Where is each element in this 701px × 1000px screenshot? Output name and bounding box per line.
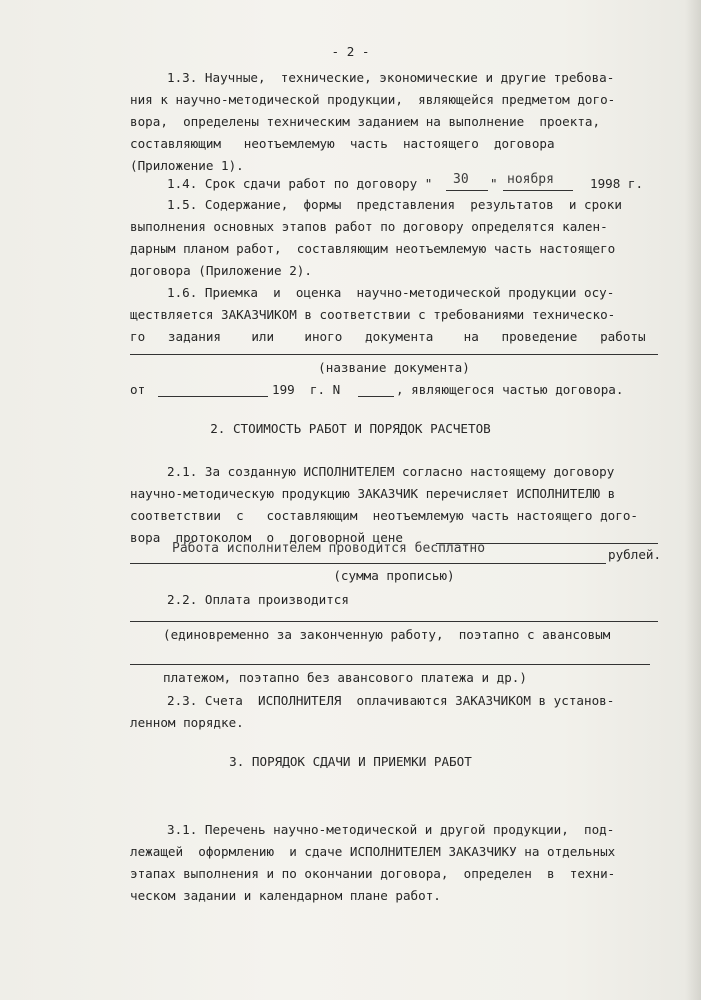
deadline-month-handwritten: ноября (507, 172, 554, 187)
text-line: 1.5. Содержание, формы представления результатов и сроки (167, 197, 622, 212)
text-line: ществляется ЗАКАЗЧИКОМ в соответствии с требованиями техническо- (130, 307, 616, 322)
text-line: 1998 г. (590, 176, 644, 191)
contract-price-handwritten: Работа исполнителем проводится бесплатно (172, 541, 486, 556)
text-line: ленном порядке. (130, 715, 244, 730)
deadline-month-blank (503, 190, 573, 191)
text-line: рублей. (608, 547, 662, 562)
payment-method-blank-2 (130, 664, 650, 665)
document-number-blank (358, 396, 394, 397)
text-line: вора, определены техническим заданием на выполнение проекта, (130, 114, 601, 129)
text-line: , являющегося частью договора. (396, 382, 624, 397)
text-line: 1.4. Срок сдачи работ по договору " (167, 176, 433, 191)
section-heading: 2. СТОИМОСТЬ РАБОТ И ПОРЯДОК РАСЧЕТОВ (210, 421, 491, 436)
text-line: научно-методическую продукцию ЗАКАЗЧИК перечисляет ИСПОЛНИТЕЛЮ в (130, 486, 616, 501)
text-line: " (490, 176, 498, 191)
section-heading: 3. ПОРЯДОК СДАЧИ И ПРИЕМКИ РАБОТ (229, 754, 472, 769)
text-line: 1.3. Научные, технические, экономические и другие требова- (167, 70, 615, 85)
text-line: 199 г. N (272, 382, 341, 397)
text-line: 1.6. Приемка и оценка научно-методической продукции осу- (167, 285, 615, 300)
text-line: от (130, 382, 146, 397)
text-line: 2.3. Счета ИСПОЛНИТЕЛЯ оплачиваются ЗАКАЗЧИКОМ в установ- (167, 693, 615, 708)
deadline-day-blank (446, 190, 488, 191)
text-line: лежащей оформлению и сдаче ИСПОЛНИТЕЛЕМ ЗАКАЗЧИКУ на отдельных (130, 844, 616, 859)
page-number: - 2 - (331, 44, 370, 59)
text-line: ния к научно-методической продукции, являющейся предметом дого- (130, 92, 616, 107)
text-line: этапах выполнения и по окончании договора, определен в техни- (130, 866, 616, 881)
text-line: (сумма прописью) (333, 568, 455, 583)
payment-method-blank (130, 621, 658, 622)
text-line: 3.1. Перечень научно-методической и другой продукции, под- (167, 822, 615, 837)
text-line: соответствии с составляющим неотъемлемую часть настоящего дого- (130, 508, 638, 523)
text-line: платежом, поэтапно без авансового платежа и др.) (163, 670, 527, 685)
text-line: выполнения основных этапов работ по договору определятся кален- (130, 219, 608, 234)
text-line: го задания или иного документа на проведение работы (130, 329, 646, 344)
text-line: ческом задании и календарном плане работ. (130, 888, 441, 903)
text-line: (единовременно за законченную работу, поэтапно с авансовым (163, 627, 611, 642)
text-line: договора (Приложение 2). (130, 263, 312, 278)
text-line: 2.1. За созданную ИСПОЛНИТЕЛЕМ согласно настоящему договору (167, 464, 615, 479)
document-date-blank (158, 396, 268, 397)
text-line: вора протоколом о договорной цене (130, 530, 403, 545)
paper-edge-shadow (685, 0, 701, 1000)
text-line: 2.2. Оплата производится (167, 592, 349, 607)
amount-in-words-blank (130, 563, 606, 564)
text-line: дарным планом работ, составляющим неотъемлемую часть настоящего (130, 241, 616, 256)
deadline-day-handwritten: 30 (453, 172, 469, 187)
document-name-blank (130, 354, 658, 355)
text-line: составляющим неотъемлемую часть настоящего договора (130, 136, 555, 151)
text-line: (название документа) (318, 360, 470, 375)
text-line: (Приложение 1). (130, 158, 244, 173)
